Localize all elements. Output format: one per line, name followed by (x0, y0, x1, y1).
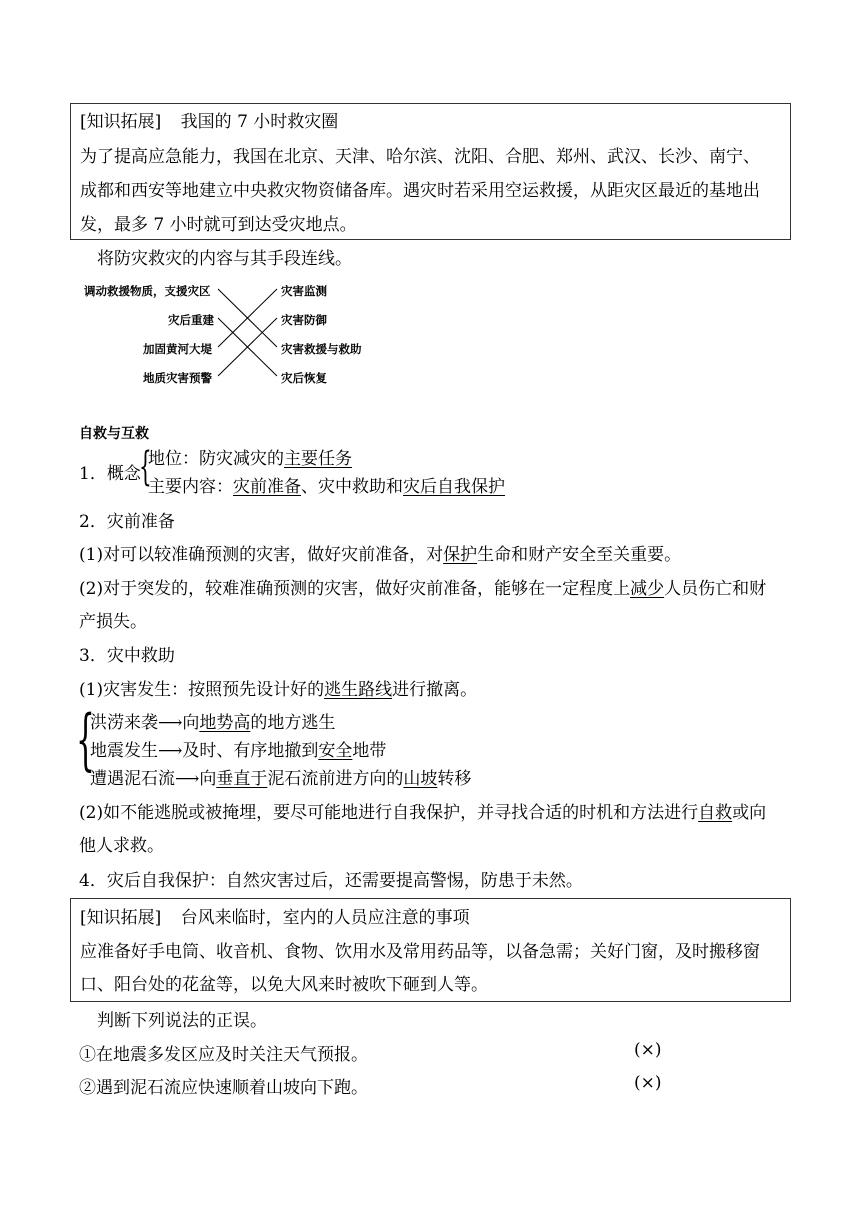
blank-answer: 安全 (318, 741, 353, 761)
item-3-p2a: (2)如不能逃脱或被掩埋，要尽可能地进行自我保护，并寻找合适的时机和方法进行自救或向 (79, 803, 767, 823)
blank-answer: 自救 (698, 803, 733, 823)
judgement-mark: (×) (634, 1073, 662, 1093)
item-3-brace: { (76, 701, 95, 778)
blank-answer: 垂直于 (216, 769, 268, 789)
blank-answer: 主要任务 (284, 449, 352, 469)
judgement-item: ①在地震多发区应及时关注天气预报。 (79, 1045, 368, 1065)
knowledge-title: 台风来临时，室内的人员应注意的事项 (180, 908, 470, 928)
match-connector-lines (0, 0, 860, 420)
blank-answer: 减少 (630, 579, 665, 599)
match-left-item: 加固黄河大堤 (143, 342, 212, 356)
item-2-p2a: (2)对于突发的，较难准确预测的灾害，做好灾前准备，能够在一定程度上减少人员伤亡和财 (79, 579, 767, 599)
escape-line-earthquake: 地震发生⟶及时、有序地撤到安全地带 (90, 741, 387, 761)
judgement-mark: (×) (634, 1040, 662, 1060)
exercise-1-prompt: 将防灾救灾的内容与其手段连线。 (97, 249, 352, 269)
concept-label: 1．概念 (79, 464, 141, 484)
knowledge-line: 应准备好手电筒、收音机、食物、饮用水及常用药品等，以备急需；关好门窗，及时搬移窗 (80, 942, 760, 962)
blank-answer: 逃生路线 (324, 680, 393, 700)
escape-line-flood: 洪涝来袭⟶向地势高的地方逃生 (90, 713, 336, 733)
blank-answer: 山坡 (403, 769, 438, 789)
item-2-title: 2．灾前准备 (79, 512, 175, 532)
escape-line-mudslide: 遭遇泥石流⟶向垂直于泥石流前进方向的山坡转移 (90, 769, 472, 789)
blank-answer: 灾后自我保护 (403, 477, 505, 497)
blank-answer: 保护 (443, 545, 478, 565)
knowledge-line: 口、阳台处的花盆等，以免大风来时被吹下砸到人等。 (80, 975, 488, 995)
blank-answer: 灾前准备 (233, 477, 301, 497)
knowledge-tag: [知识拓展] (80, 112, 162, 132)
item-3-p1: (1)灾害发生：按照预先设计好的逃生路线进行撤离。 (79, 680, 478, 700)
match-right-item: 灾后恢复 (281, 371, 327, 385)
concept-brace: { (139, 444, 152, 490)
match-left-item: 地质灾害预警 (143, 371, 212, 385)
item-4: 4．灾后自我保护：自然灾害过后，还需要提高警惕，防患于未然。 (79, 871, 583, 891)
knowledge-title: 我国的 7 小时救灾圈 (180, 112, 339, 132)
exercise-2-prompt: 判断下列说法的正误。 (97, 1011, 267, 1031)
knowledge-tag: [知识拓展] (80, 908, 162, 928)
judgement-item: ②遇到泥石流应快速顺着山坡向下跑。 (79, 1078, 368, 1098)
knowledge-line: 发，最多 7 小时就可到达受灾地点。 (80, 215, 357, 235)
section-heading: 自救与互救 (79, 426, 149, 442)
concept-line-1: 地位：防灾减灾的主要任务 (148, 449, 352, 469)
item-3-title: 3．灾中救助 (79, 646, 175, 666)
knowledge-box-2-heading (80, 903, 470, 928)
concept-line-2: 主要内容：灾前准备、灾中救助和灾后自我保护 (148, 477, 505, 497)
knowledge-box-2 (70, 898, 791, 1002)
match-right-item: 灾害防御 (281, 313, 327, 327)
knowledge-line: 为了提高应急能力，我国在北京、天津、哈尔滨、沈阳、合肥、郑州、武汉、长沙、南宁、 (80, 147, 760, 167)
knowledge-line: 成都和西安等地建立中央救灾物资储备库。遇灾时若采用空运救援，从距灾区最近的基地出 (80, 181, 760, 201)
match-left-item: 灾后重建 (168, 313, 214, 327)
item-2-p2b: 产损失。 (79, 612, 147, 632)
match-left-item: 调动救援物质，支援灾区 (84, 284, 211, 298)
match-right-item: 灾害救援与救助 (281, 342, 362, 356)
item-3-p2b: 他人求救。 (79, 836, 164, 856)
item-2-p1: (1)对可以较准确预测的灾害，做好灾前准备，对保护生命和财产安全至关重要。 (79, 545, 682, 565)
match-right-item: 灾害监测 (281, 284, 327, 298)
blank-answer: 地势高 (199, 713, 251, 733)
